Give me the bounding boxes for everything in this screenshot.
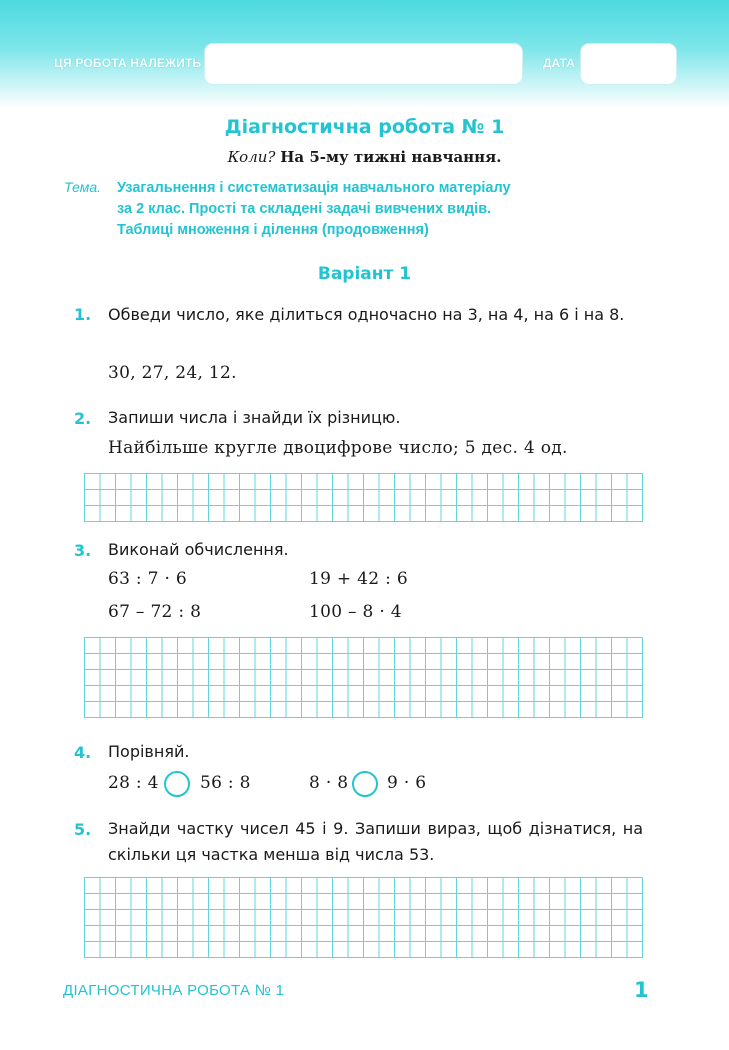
task-number: 4. xyxy=(74,743,92,762)
topic-line: за 2 клас. Прості та складені задачі вивчених видів. xyxy=(117,201,492,217)
task-number: 5. xyxy=(74,820,92,839)
compare-circle[interactable] xyxy=(352,771,378,797)
expression: 19 + 42 : 6 xyxy=(309,569,408,589)
when-label: Коли? xyxy=(227,148,276,166)
topic-label: Тема. xyxy=(64,179,101,195)
expression: 67 – 72 : 8 xyxy=(108,602,202,622)
owner-name-field[interactable] xyxy=(204,43,523,85)
compare-circle[interactable] xyxy=(164,771,190,797)
answer-grid[interactable] xyxy=(84,473,643,522)
task-number: 1. xyxy=(74,305,92,324)
task-number: 3. xyxy=(74,541,92,560)
task-number: 2. xyxy=(74,409,92,428)
task-2-detail: Найбільше кругле двоцифрове число; 5 дес. 4 од. xyxy=(108,438,568,458)
owner-label: ЦЯ РОБОТА НАЛЕЖИТЬ xyxy=(54,56,202,70)
page-title: Діагностична робота № 1 xyxy=(224,116,505,138)
task-text: Знайди частку чисел 45 і 9. Запиши вираз, щоб дізнатися, на скільки ця частка менша від числа 53. xyxy=(108,819,643,864)
when-text: На 5-му тижні навчання. xyxy=(280,148,502,166)
page-number: 1 xyxy=(634,978,649,1002)
task-1-numbers[interactable]: 30, 27, 24, 12. xyxy=(108,363,237,383)
topic-line: Узагальнення і систематизація навчального матеріалу xyxy=(117,180,511,196)
answer-grid[interactable] xyxy=(84,637,643,718)
expression: 100 – 8 · 4 xyxy=(309,602,402,622)
footer-title: ДІАГНОСТИЧНА РОБОТА № 1 xyxy=(63,982,285,999)
compare-left: 8 · 8 xyxy=(309,773,349,793)
expression: 63 : 7 · 6 xyxy=(108,569,188,589)
topic-line: Таблиці множення і ділення (продовження) xyxy=(117,222,429,238)
task-text: Запиши числа і знайди їх різницю. xyxy=(108,408,401,427)
date-field[interactable] xyxy=(580,43,677,85)
compare-right: 9 · 6 xyxy=(387,773,427,793)
variant-heading: Варіант 1 xyxy=(317,264,412,284)
compare-left: 28 : 4 xyxy=(108,773,159,793)
task-text: Обведи число, яке ділиться одночасно на 3, на 4, на 6 і на 8. xyxy=(108,305,625,324)
topic-text xyxy=(117,178,617,241)
task-text: Порівняй. xyxy=(108,742,190,761)
when-line xyxy=(0,148,729,166)
answer-grid[interactable] xyxy=(84,877,643,958)
date-label: ДАТА xyxy=(543,56,575,70)
compare-right: 56 : 8 xyxy=(200,773,251,793)
task-text: Виконай обчислення. xyxy=(108,540,289,559)
